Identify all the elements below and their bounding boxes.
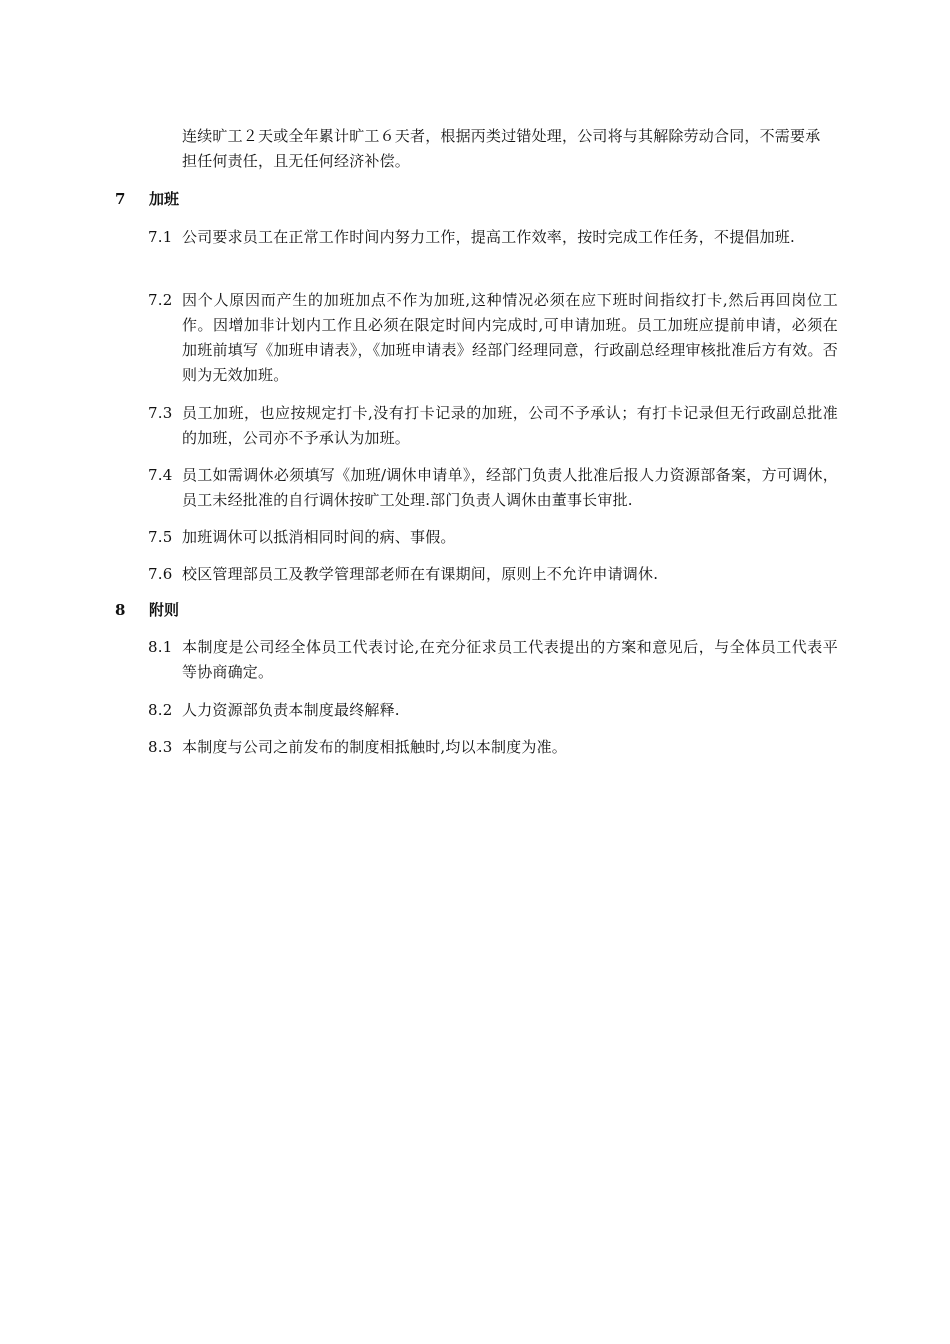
section-number: 7 [115,190,126,208]
clause-7-4 [148,463,838,513]
clause-number: 7.5 [148,528,173,546]
clause-number: 8.1 [148,638,173,656]
section-number: 8 [115,601,126,619]
clause-text: 本制度是公司经全体员工代表讨论,在充分征求员工代表提出的方案和意见后，与全体员工代表平等协商确定。 [182,638,838,681]
clause-number: 8.2 [148,701,173,719]
clause-number: 7.1 [148,228,173,246]
section-title: 加班 [149,190,180,208]
clause-text: 员工加班，也应按规定打卡,没有打卡记录的加班，公司不予承认；有打卡记录但无行政副总批准的加班，公司亦不予承认为加班。 [182,404,838,447]
clause-text: 加班调休可以抵消相同时间的病、事假。 [182,528,456,546]
clause-number: 7.6 [148,565,173,583]
clause-number: 7.2 [148,291,173,309]
clause-7-1 [148,225,838,250]
clause-text: 员工如需调休必须填写《加班/调休申请单》，经部门负责人批准后报人力资源部备案，方可调休，员工未经批准的自行调休按旷工处理.部门负责人调休由董事长审批. [182,466,838,509]
clause-text: 公司要求员工在正常工作时间内努力工作，提高工作效率，按时完成工作任务，不提倡加班. [182,228,795,246]
clause-number: 7.3 [148,404,173,422]
clause-8-3 [148,735,838,760]
clause-7-2 [148,288,838,388]
clause-7-6 [148,562,838,587]
clause-text: 因个人原因而产生的加班加点不作为加班,这种情况必须在应下班时间指纹打卡,然后再回岗位工作。因增加非计划内工作且必须在限定时间内完成时,可申请加班。员工加班应提前申请，必须在加班前填写《加班申请表》，《加班申请表》经部门经理同意，行政副总经理审核批准后方有效。否则为无效加班。 [182,291,838,384]
clause-8-1 [148,635,838,685]
clause-number: 8.3 [148,738,173,756]
clause-7-5 [148,525,838,550]
continuation-paragraph: 连续旷工２天或全年累计旷工６天者，根据丙类过错处理，公司将与其解除劳动合同，不需要承担任何责任，且无任何经济补偿。 [182,127,821,170]
clause-text: 本制度与公司之前发布的制度相抵触时,均以本制度为准。 [182,738,567,756]
section-heading-8 [115,598,179,623]
clause-8-2 [148,698,838,723]
clause-number: 7.4 [148,466,173,484]
clause-7-3 [148,401,838,451]
clause-text: 校区管理部员工及教学管理部老师在有课期间，原则上不允许申请调休. [182,565,659,583]
section-title: 附则 [149,601,180,619]
clause-text: 人力资源部负责本制度最终解释. [182,701,400,719]
section-heading-7 [115,187,179,212]
